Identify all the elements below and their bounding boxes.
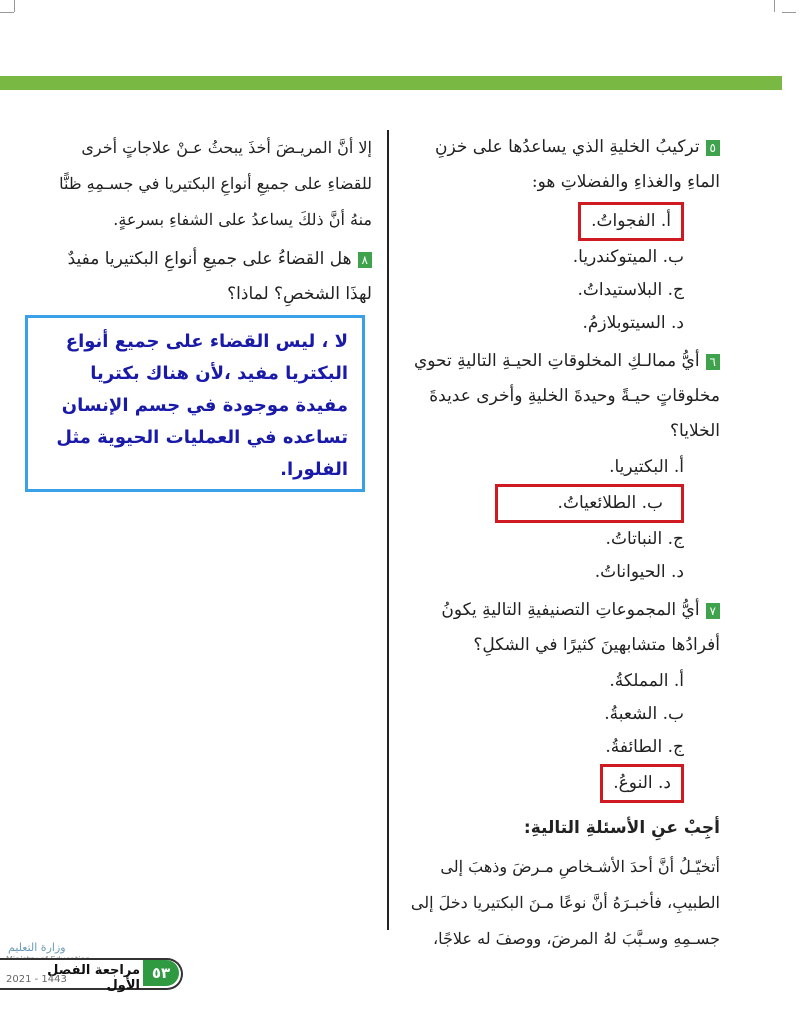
q6-option-d[interactable]: د. الحيواناتُ. — [594, 562, 684, 582]
question-text: أيُّ ممالـكِ المخلوقاتِ الحيـةِ التاليةِ تحوي مخلوقاتٍ حيـةً وحيدةَ الخليةِ وأخرى عديدةَ الخلايا؟ — [413, 351, 720, 441]
scenario-text-right: أتخيّـلُ أنَّ أحدَ الأشـخاصِ مـرضَ وذهبَ إلى الطبيبِ، فأخبـرَهُ أنَّ نوعًا مـنَ البكتيريا دخلَ إلى جسـمِهِ وسـبَّبَ لهُ المرضَ، ووصفَ له علاجًا، — [410, 857, 720, 948]
question-text: أيُّ المجموعاتِ التصنيفيةِ التاليةِ يكونُ أفرادُها متشابهينَ كثيرًا في الشكلِ؟ — [441, 600, 720, 655]
crop-mark — [0, 12, 14, 13]
q6-option-b-selected[interactable]: ب. الطلائعياتُ. — [495, 484, 684, 523]
question-text: هل القضاءُ على جميعِ أنواعِ البكتيريا مفيدٌ لهذَا الشخصِ؟ لماذا؟ — [67, 249, 372, 304]
crop-mark — [14, 0, 15, 12]
q6-options — [398, 451, 720, 589]
q7-option-b[interactable]: ب. الشعبةُ. — [604, 704, 684, 724]
handwritten-answer-box: لا ، ليس القضاء على جميع أنواع البكتريا مفيد ،لأن هناك بكتريا مفيدة موجودة في جسم الإنسان تساعده في العمليات الحيوية مثل الفلورا. — [25, 315, 365, 492]
question-8 — [52, 242, 372, 312]
footer-chapter-title: مراجعة الفصل الأول — [47, 963, 140, 993]
question-number: ٧ — [706, 603, 720, 619]
q7-options — [398, 665, 720, 803]
crop-mark — [782, 12, 796, 13]
q5-option-b[interactable]: ب. الميتوكندريا. — [572, 247, 684, 267]
column-divider — [387, 130, 389, 930]
q5-option-c[interactable]: ج. البلاستيداتُ. — [577, 280, 684, 300]
question-text: تركيبُ الخليةِ الذي يساعدُها على خزنِ الماءِ والغذاءِ والفضلاتِ هو: — [435, 137, 720, 192]
scenario-text-left: إلا أنَّ المريـضَ أخذَ يبحثُ عـنْ علاجاتٍ أخرى للقضاءِ على جميعِ أنواعِ البكتيريا في جسـمِهِ ظنًّا منهُ أنَّ ذلكَ يساعدُ على الشفاءِ بسرعةٍ. — [59, 138, 372, 229]
question-5 — [398, 130, 720, 200]
ministry-logo-text: وزارة التعليم — [8, 941, 66, 954]
question-number: ٨ — [358, 252, 372, 268]
q7-option-a[interactable]: أ. المملكةُ. — [609, 671, 684, 691]
header-green-bar — [0, 76, 782, 90]
footer-year: 2021 - 1443 — [6, 974, 67, 985]
question-7 — [398, 593, 720, 663]
q6-option-c[interactable]: ج. النباتاتُ. — [605, 529, 684, 549]
question-6 — [398, 344, 720, 449]
right-column — [398, 130, 720, 957]
crop-mark — [774, 0, 775, 12]
q5-option-a-selected[interactable]: أ. الفجواتُ. — [578, 202, 684, 241]
q7-option-c[interactable]: ج. الطائفةُ. — [605, 737, 684, 757]
q6-option-a[interactable]: أ. البكتيريا. — [609, 457, 684, 477]
q5-options — [398, 202, 720, 340]
left-column — [52, 130, 372, 312]
question-number: ٥ — [706, 140, 720, 156]
section-heading: أجِبْ عنِ الأسئلةِ التاليةِ: — [523, 818, 720, 838]
question-number: ٦ — [706, 354, 720, 370]
q7-option-d-selected[interactable]: د. النوعُ. — [600, 764, 684, 803]
page-number: ٥٣ — [143, 960, 179, 986]
q5-option-d[interactable]: د. السيتوبلازمُ. — [582, 313, 684, 333]
